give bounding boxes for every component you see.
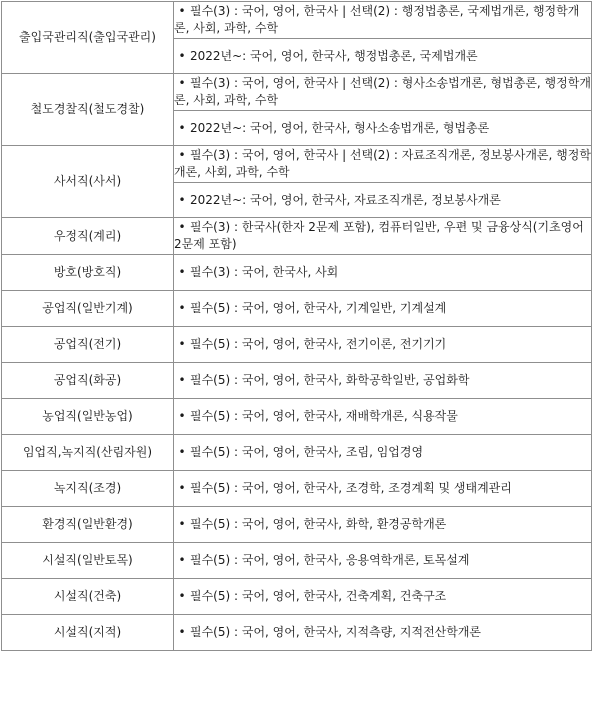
job-title-cell: 출입국관리직(출입국관리) bbox=[2, 2, 174, 74]
subject-cell bbox=[174, 39, 592, 74]
exam-subjects-table bbox=[1, 1, 592, 651]
job-title-cell: 공업직(화공) bbox=[2, 363, 174, 399]
bullet-icon: • bbox=[178, 4, 186, 18]
subject-cell bbox=[174, 74, 592, 111]
bullet-icon: • bbox=[178, 301, 186, 315]
subject-cell bbox=[174, 543, 592, 579]
bullet-icon: • bbox=[178, 148, 186, 162]
bullet-icon: • bbox=[178, 265, 186, 279]
subject-text: 2022년~: 국어, 영어, 한국사, 형사소송법개론, 형법총론 bbox=[190, 120, 490, 135]
subject-text: 필수(3) : 국어, 영어, 한국사 | 선택(2) : 자료조직개론, 정보봉사개론, 행정학개론, 사회, 과학, 수학 bbox=[174, 148, 591, 179]
table-row bbox=[2, 507, 592, 543]
table-row bbox=[2, 399, 592, 435]
table-row bbox=[2, 543, 592, 579]
subject-cell bbox=[174, 399, 592, 435]
bullet-icon: • bbox=[178, 373, 186, 387]
job-title-cell: 시설직(건축) bbox=[2, 579, 174, 615]
bullet-icon: • bbox=[178, 445, 186, 459]
table-row bbox=[2, 327, 592, 363]
table-row bbox=[2, 471, 592, 507]
table-row bbox=[2, 615, 592, 651]
subject-cell bbox=[174, 146, 592, 183]
subject-cell bbox=[174, 2, 592, 39]
subject-text: 필수(3) : 국어, 영어, 한국사 | 선택(2) : 행정법총론, 국제법개론, 행정학개론, 사회, 과학, 수학 bbox=[174, 4, 580, 35]
subject-text: 2022년~: 국어, 영어, 한국사, 행정법총론, 국제법개론 bbox=[190, 48, 478, 63]
bullet-icon: • bbox=[178, 589, 186, 603]
subject-cell bbox=[174, 327, 592, 363]
job-title-cell: 농업직(일반농업) bbox=[2, 399, 174, 435]
subject-text: 필수(5) : 국어, 영어, 한국사, 전기이론, 전기기기 bbox=[190, 337, 447, 351]
bullet-icon: • bbox=[178, 192, 186, 207]
subject-cell bbox=[174, 507, 592, 543]
subject-text: 필수(5) : 국어, 영어, 한국사, 조경학, 조경계획 및 생태계관리 bbox=[190, 481, 512, 495]
table-row bbox=[2, 218, 592, 255]
job-title-cell: 환경직(일반환경) bbox=[2, 507, 174, 543]
subject-text: 필수(5) : 국어, 영어, 한국사, 화학공학일반, 공업화학 bbox=[190, 373, 470, 387]
table-row bbox=[2, 146, 592, 183]
bullet-icon: • bbox=[178, 625, 186, 639]
table-row bbox=[2, 363, 592, 399]
table-row bbox=[2, 579, 592, 615]
subject-text: 필수(5) : 국어, 영어, 한국사, 기계일반, 기계설계 bbox=[190, 301, 447, 315]
subject-text: 필수(5) : 국어, 영어, 한국사, 응용역학개론, 토목설계 bbox=[190, 553, 470, 567]
subject-cell bbox=[174, 291, 592, 327]
job-title-cell: 공업직(일반기계) bbox=[2, 291, 174, 327]
table-row bbox=[2, 291, 592, 327]
table-row bbox=[2, 74, 592, 111]
subject-cell bbox=[174, 218, 592, 255]
table-row bbox=[2, 2, 592, 39]
subject-cell bbox=[174, 183, 592, 218]
job-title-cell: 시설직(일반토목) bbox=[2, 543, 174, 579]
bullet-icon: • bbox=[178, 120, 186, 135]
bullet-icon: • bbox=[178, 481, 186, 495]
bullet-icon: • bbox=[178, 553, 186, 567]
subject-cell bbox=[174, 111, 592, 146]
bullet-icon: • bbox=[178, 48, 186, 63]
bullet-icon: • bbox=[178, 76, 186, 90]
subject-cell bbox=[174, 435, 592, 471]
table-row bbox=[2, 255, 592, 291]
job-title-cell: 임업직,녹지직(산림자원) bbox=[2, 435, 174, 471]
job-title-cell: 철도경찰직(철도경찰) bbox=[2, 74, 174, 146]
job-title-cell: 우정직(계리) bbox=[2, 218, 174, 255]
subject-text: 필수(5) : 국어, 영어, 한국사, 재배학개론, 식용작물 bbox=[190, 409, 458, 423]
subject-cell bbox=[174, 255, 592, 291]
subject-text: 2022년~: 국어, 영어, 한국사, 자료조직개론, 정보봉사개론 bbox=[190, 192, 501, 207]
bullet-icon: • bbox=[178, 337, 186, 351]
job-title-cell: 공업직(전기) bbox=[2, 327, 174, 363]
subject-cell bbox=[174, 471, 592, 507]
bullet-icon: • bbox=[178, 220, 186, 234]
subject-text: 필수(5) : 국어, 영어, 한국사, 조림, 임업경영 bbox=[190, 445, 424, 459]
bullet-icon: • bbox=[178, 517, 186, 531]
subject-text: 필수(5) : 국어, 영어, 한국사, 지적측량, 지적전산학개론 bbox=[190, 625, 482, 639]
subject-text: 필수(3) : 한국사(한자 2문제 포함), 컴퓨터일반, 우편 및 금융상식(기초영어 2문제 포함) bbox=[174, 220, 584, 251]
subject-text: 필수(5) : 국어, 영어, 한국사, 건축계획, 건축구조 bbox=[190, 589, 447, 603]
subject-cell bbox=[174, 363, 592, 399]
subject-cell bbox=[174, 579, 592, 615]
bullet-icon: • bbox=[178, 409, 186, 423]
job-title-cell: 사서직(사서) bbox=[2, 146, 174, 218]
subject-cell bbox=[174, 615, 592, 651]
job-title-cell: 시설직(지적) bbox=[2, 615, 174, 651]
subject-text: 필수(3) : 국어, 영어, 한국사 | 선택(2) : 형사소송법개론, 형법총론, 행정학개론, 사회, 과학, 수학 bbox=[174, 76, 591, 107]
job-title-cell: 방호(방호직) bbox=[2, 255, 174, 291]
table-row bbox=[2, 435, 592, 471]
job-title-cell: 녹지직(조경) bbox=[2, 471, 174, 507]
subject-text: 필수(3) : 국어, 한국사, 사회 bbox=[190, 265, 339, 279]
subject-text: 필수(5) : 국어, 영어, 한국사, 화학, 환경공학개론 bbox=[190, 517, 447, 531]
